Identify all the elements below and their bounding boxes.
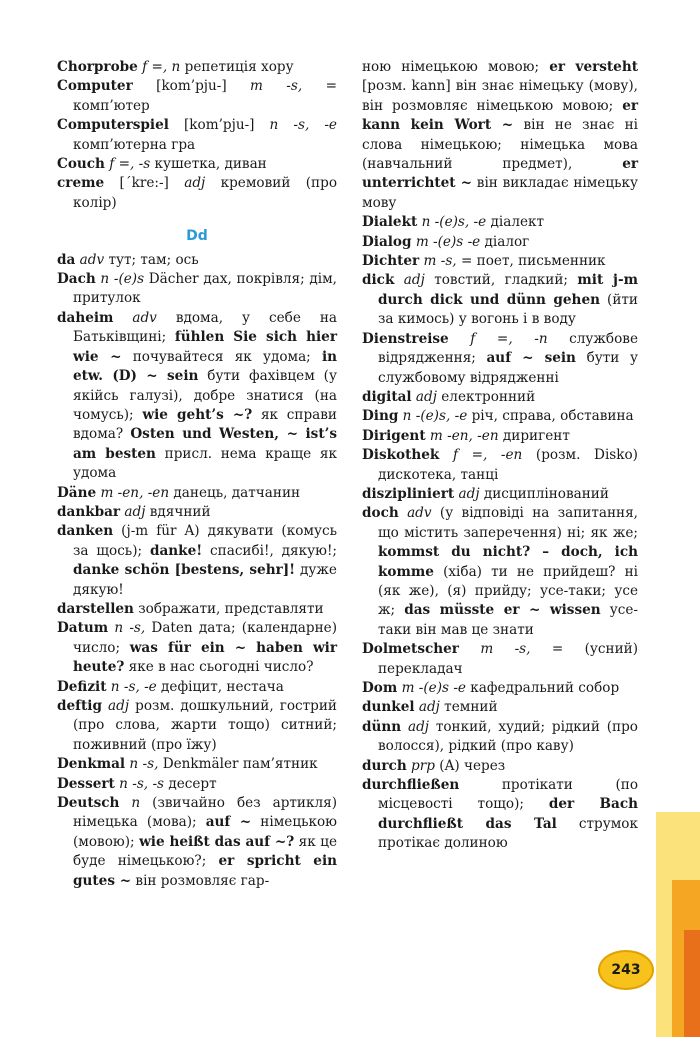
- entry-headword: Dichter: [362, 253, 420, 270]
- entry-text: кремовий (про колір): [73, 175, 338, 211]
- entry-headword: er versteht: [549, 59, 638, 75]
- entry-text: він розмовляє гар-: [131, 872, 270, 889]
- entry-headword: er kann kein Wort ~: [362, 97, 638, 134]
- entry-headword: Dialog: [362, 233, 412, 250]
- entry-grammar: adj: [401, 718, 429, 735]
- section-heading: Dd: [186, 228, 208, 245]
- dictionary-entry: [57, 503, 337, 522]
- entry-text: десерт: [164, 775, 217, 792]
- entry-text: = (усний) перекладач: [378, 641, 638, 677]
- entry-text: тонкий, худий; рідкий (про волосся), рідкий (про каву): [378, 718, 638, 755]
- entry-text: (хіба) ти не прийдеш? ні (як же), (я) прийду; усе-таки; усе ж;: [378, 563, 638, 619]
- entry-text: (j-m für A) дякувати (комусь за щось);: [73, 523, 337, 559]
- entry-grammar: n -(e)s, -e: [398, 408, 468, 425]
- entry-headword: deftig: [57, 698, 102, 714]
- entry-headword: danken: [57, 523, 114, 540]
- entry-headword: Chorprobe: [57, 59, 138, 75]
- entry-headword: durch: [362, 757, 407, 774]
- entry-text: присл. нема краще як удома: [73, 445, 337, 482]
- entry-grammar: f =, -en: [439, 447, 523, 464]
- entry-text: почувайтеся як удома;: [121, 348, 322, 365]
- dictionary-entry: [57, 522, 337, 600]
- entry-text: службове відрядження;: [378, 330, 638, 367]
- dictionary-entry: [362, 446, 638, 485]
- dictionary-entry: [57, 270, 337, 309]
- entry-text: як справи вдома?: [73, 406, 337, 443]
- dictionary-entry: [362, 504, 638, 640]
- entry-text: усе-таки він мав це знати: [378, 602, 639, 638]
- entry-text: товстий, гладкий;: [424, 272, 578, 289]
- entry-headword: Dienstreise: [362, 330, 449, 347]
- entry-headword: Dirigent: [362, 427, 426, 444]
- entry-text: (звичайно без артикля) німецька (мова);: [73, 795, 337, 831]
- dictionary-entry: [362, 271, 638, 329]
- entry-grammar: m -s,: [419, 253, 457, 270]
- entry-text: вдома, у себе на Батьківщині;: [73, 309, 338, 346]
- entry-headword: Dolmetscher: [362, 641, 459, 658]
- entry-grammar: m -en, -en: [425, 427, 499, 444]
- dictionary-entry: [362, 698, 638, 717]
- entry-headword: mit j-m durch dick und dünn gehen: [378, 272, 638, 308]
- entry-headword: er spricht ein gutes ~: [73, 853, 337, 889]
- entry-headword: Couch: [57, 156, 105, 173]
- dictionary-entry: [57, 155, 337, 174]
- entry-text: струмок протікає долиною: [378, 815, 638, 852]
- entry-text: розм. дошкульний, гострий (про слова, жарти тощо) ситний; поживний (про їжу): [73, 698, 337, 753]
- entry-text: [´kre:-]: [104, 175, 185, 192]
- entry-headword: dankbar: [57, 503, 121, 520]
- entry-grammar: m -(e)s -e: [397, 680, 466, 696]
- dictionary-entry: [362, 427, 638, 446]
- entry-headword: Dialekt: [362, 214, 418, 231]
- dictionary-column-right: [362, 58, 638, 854]
- entry-headword: das müsste er ~ wissen: [404, 602, 601, 619]
- entry-text: він викладає німецьку мову: [362, 175, 638, 211]
- entry-headword: dunkel: [362, 699, 415, 716]
- dictionary-entry: [362, 776, 638, 854]
- dictionary-column-left: [57, 58, 337, 891]
- entry-text: річ, справа, обставина: [467, 408, 634, 425]
- entry-grammar: m -s,: [458, 641, 531, 658]
- entry-text: вдячний: [145, 503, 211, 520]
- entry-text: протікати (по місцевості тощо);: [378, 777, 638, 813]
- dictionary-entry: [362, 407, 638, 426]
- entry-text: він не знає ні слова німецькою; німецька мова (навчальний предмет),: [362, 117, 638, 173]
- dictionary-entry: [57, 251, 337, 270]
- entry-headword: Computerspiel: [57, 117, 169, 134]
- entry-grammar: n -s, -e: [269, 117, 337, 134]
- dictionary-entry: [57, 794, 337, 891]
- dictionary-entry: [57, 77, 337, 116]
- entry-headword: Osten und Westen, ~ ist’s am besten: [73, 426, 337, 462]
- entry-text: (A) через: [434, 757, 506, 774]
- entry-text: [kom’pju-]: [168, 117, 270, 134]
- entry-text: кушетка, диван: [150, 156, 267, 173]
- entry-grammar: n: [119, 795, 141, 812]
- entry-text: бути фахівцем (у якійсь галузі), добре знатися (на чомусь);: [73, 368, 337, 423]
- entry-text: ною німецькою мовою;: [362, 59, 550, 75]
- entry-headword: durchfließen: [362, 777, 460, 794]
- entry-text: зображати, представляти: [133, 600, 324, 617]
- entry-text: диригент: [498, 427, 570, 444]
- entry-text: (йти за кимось) у вогонь і в воду: [378, 291, 638, 328]
- entry-grammar: adj: [101, 698, 130, 714]
- entry-grammar: f =, -n: [448, 330, 548, 347]
- entry-grammar: adj: [394, 272, 425, 289]
- entry-headword: darstellen: [57, 600, 134, 617]
- entry-text: Denkmäler пам’ятник: [158, 756, 318, 773]
- entry-text: електронний: [436, 388, 536, 405]
- entry-headword: doch: [362, 505, 399, 522]
- entry-text: дуже дякую!: [73, 562, 337, 598]
- dictionary-entry: [57, 484, 337, 503]
- entry-text: = поет, письменник: [456, 253, 606, 270]
- entry-text: діалект: [486, 214, 545, 231]
- entry-headword: diszipliniert: [362, 485, 455, 502]
- entry-headword: Defizit: [57, 678, 107, 695]
- page-number-badge: 243: [598, 950, 654, 990]
- entry-grammar: f =, n: [137, 59, 181, 75]
- entry-headword: Dach: [57, 271, 96, 288]
- entry-text: комп’ютерна гра: [73, 136, 196, 153]
- entry-grammar: adv: [398, 505, 432, 522]
- entry-grammar: n -s,: [125, 756, 159, 773]
- dictionary-entry: [57, 775, 337, 794]
- entry-text: (розм. Disko) дискотека, танці: [378, 447, 638, 483]
- entry-headword: digital: [362, 388, 412, 405]
- entry-grammar: n -(e)s: [95, 271, 145, 288]
- entry-headword: der Bach durchfließt das Tal: [378, 796, 638, 832]
- entry-text: німецькою (мовою);: [73, 814, 337, 850]
- entry-text: як це буде німецькою?;: [73, 833, 337, 870]
- dictionary-entry: [57, 755, 337, 774]
- entry-headword: kommst du nicht? – doch, ich komme: [378, 544, 638, 580]
- entry-headword: da: [57, 251, 76, 268]
- dictionary-entry: [57, 697, 337, 755]
- entry-headword: danke schön [bestens, sehr]!: [73, 562, 296, 579]
- dictionary-entry: [57, 58, 337, 77]
- entry-text: (у відповіді на запитання, що містить заперечення) ні; як же;: [378, 505, 638, 541]
- entry-headword: Dom: [362, 680, 398, 696]
- entry-text: дисциплінований: [479, 485, 609, 502]
- entry-headword: Computer: [57, 78, 133, 95]
- entry-grammar: adj: [184, 175, 206, 192]
- entry-headword: Denkmal: [57, 756, 126, 773]
- dictionary-entry: [57, 116, 337, 155]
- entry-headword: Dessert: [57, 775, 115, 792]
- entry-text: [kom’pju-]: [132, 78, 251, 95]
- entry-text: темний: [439, 699, 498, 716]
- entry-text: кафедральний собор: [465, 680, 620, 696]
- entry-text: = комп’ютер: [73, 78, 337, 114]
- entry-grammar: adj: [414, 699, 440, 716]
- entry-grammar: adj: [120, 503, 146, 520]
- entry-grammar: adv: [75, 251, 105, 268]
- entry-grammar: adj: [454, 485, 480, 502]
- dictionary-entry: [57, 600, 337, 619]
- entry-grammar: n -s, -s: [114, 775, 165, 792]
- dictionary-entry: [362, 485, 638, 504]
- entry-headword: wie geht’s ~?: [142, 406, 253, 423]
- entry-text: Daten дата; (календарне) число;: [73, 620, 337, 656]
- entry-text: яке в нас сьогодні число?: [124, 659, 314, 676]
- dictionary-entry: [57, 309, 337, 484]
- entry-grammar: m -s,: [250, 78, 303, 95]
- entry-headword: Deutsch: [57, 795, 120, 812]
- entry-headword: auf ~ sein: [486, 350, 576, 367]
- entry-headword: dick: [362, 272, 395, 289]
- entry-grammar: m -en, -en: [96, 484, 170, 501]
- entry-headword: Datum: [57, 620, 109, 637]
- entry-headword: in etw. (D) ~ sein: [73, 348, 338, 385]
- entry-grammar: adj: [411, 388, 437, 405]
- entry-grammar: n -s, -e: [106, 678, 157, 695]
- entry-headword: Diskothek: [362, 447, 440, 464]
- entry-text: репетиція хору: [180, 59, 294, 75]
- entry-grammar: prp: [406, 757, 435, 774]
- dictionary-entry: [362, 330, 638, 388]
- entry-grammar: n -s,: [108, 620, 146, 637]
- dictionary-entry: [362, 718, 638, 757]
- dictionary-entry: [362, 233, 638, 252]
- entry-text: бути у службовому відрядженні: [378, 350, 638, 386]
- entry-headword: auf ~: [205, 814, 252, 831]
- entry-headword: wie heißt das auf ~?: [139, 833, 295, 850]
- entry-headword: danke!: [149, 542, 203, 559]
- entry-headword: er unterrichtet ~: [362, 156, 638, 192]
- entry-grammar: f =, -s: [104, 156, 151, 173]
- entry-text: діалог: [480, 233, 530, 250]
- entry-headword: fühlen Sie sich hier wie ~: [73, 329, 337, 365]
- entry-text: тут; там; ось: [104, 251, 199, 268]
- entry-grammar: adv: [113, 309, 157, 326]
- dictionary-entry: [57, 174, 337, 213]
- dictionary-entry: [57, 619, 337, 677]
- dictionary-entry: [362, 252, 638, 271]
- dictionary-entry: [362, 679, 638, 698]
- entry-text: дефіцит, нестача: [156, 678, 284, 695]
- entry-headword: Ding: [362, 408, 399, 425]
- dictionary-entry: [362, 58, 638, 213]
- dictionary-entry: [362, 213, 638, 232]
- entry-headword: Däne: [57, 484, 97, 501]
- decorative-band-dark: [684, 930, 700, 1037]
- dictionary-entry: [362, 757, 638, 776]
- entry-headword: was für ein ~ haben wir heute?: [73, 639, 338, 676]
- dictionary-entry: [362, 388, 638, 407]
- entry-text: спасибі!, дякую!;: [202, 542, 337, 559]
- entry-text: [розм. kann] він знає німецьку (мову), він розмовляє німецькою мовою;: [362, 78, 638, 114]
- entry-grammar: n -(e)s, -e: [417, 214, 487, 231]
- entry-headword: creme: [57, 175, 105, 192]
- entry-text: данець, датчанин: [169, 484, 301, 501]
- entry-headword: daheim: [57, 309, 114, 326]
- entry-headword: dünn: [362, 718, 402, 735]
- dictionary-entry: [57, 678, 337, 697]
- entry-text: Dächer дах, покрівля; дім, притулок: [73, 271, 337, 307]
- entry-grammar: m -(e)s -e: [411, 233, 481, 250]
- dictionary-entry: [362, 640, 638, 679]
